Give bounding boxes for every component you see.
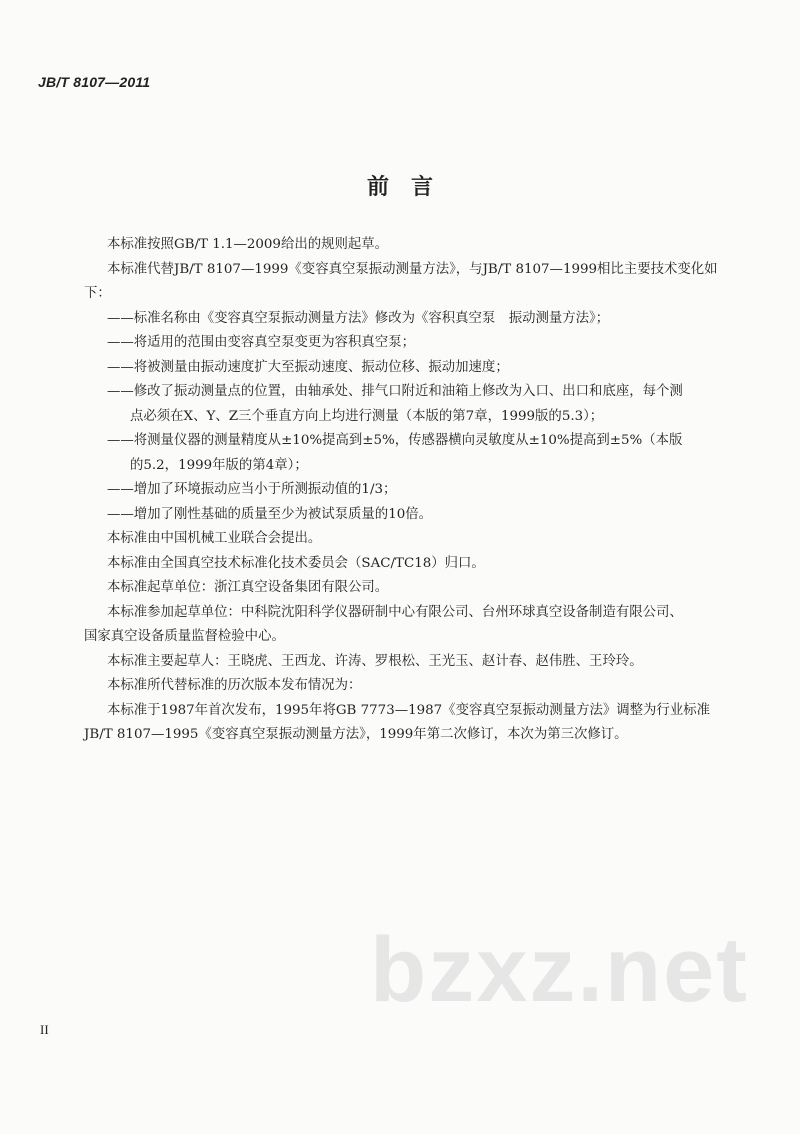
page-number: II bbox=[40, 1022, 49, 1037]
text-line: 的5.2，1999年版的第4章）； bbox=[130, 457, 308, 473]
text-line: 本标准主要起草人：王晓虎、王西龙、许涛、罗根松、王光玉、赵计春、赵伟胜、王玲玲。 bbox=[107, 653, 643, 669]
text-line: ——增加了刚性基础的质量至少为被试泵质量的10倍。 bbox=[107, 506, 433, 522]
foreword-body bbox=[84, 233, 724, 748]
text-line: ——将测量仪器的测量精度从±10%提高到±5%，传感器横向灵敏度从±10%提高到±5%（本版 bbox=[107, 433, 683, 448]
text-line: 本标准所代替标准的历次版本发布情况为： bbox=[107, 678, 362, 693]
text-line: ——将适用的范围由变容真空泵变更为容积真空泵； bbox=[107, 335, 415, 350]
text-line: ——修改了振动测量点的位置，由轴承处、排气口附近和油箱上修改为入口、出口和底座，每个测 bbox=[107, 384, 683, 399]
text-line: JB/T 8107—1995《变容真空泵振动测量方法》，1999年第二次修订，本次为第三次修订。 bbox=[84, 727, 628, 742]
watermark: bzxz.net bbox=[370, 919, 749, 1021]
text-line: 本标准由中国机械工业联合会提出。 bbox=[107, 531, 322, 546]
text-line: 本标准代替JB/T 8107—1999《变容真空泵振动测量方法》，与JB/T 8107—1999相比主要技术变化如 bbox=[107, 261, 718, 277]
text-line: ——将被测量由振动速度扩大至振动速度、振动位移、振动加速度； bbox=[107, 359, 509, 375]
text-line: ——增加了环境振动应当小于所测振动值的1/3； bbox=[107, 482, 397, 497]
text-line: 本标准按照GB/T 1.1—2009给出的规则起草。 bbox=[107, 237, 389, 252]
text-line: 下： bbox=[84, 286, 111, 301]
text-line: 点必须在X、Y、Z三个垂直方向上均进行测量（本版的第7章，1999版的5.3）； bbox=[130, 408, 604, 424]
text-line: 本标准由全国真空技术标准化技术委员会（SAC/TC18）归口。 bbox=[107, 555, 485, 571]
text-line: 本标准起草单位：浙江真空设备集团有限公司。 bbox=[107, 580, 389, 595]
text-line: 国家真空设备质量监督检验中心。 bbox=[84, 629, 285, 644]
page-title: 前言 bbox=[366, 175, 455, 200]
text-line: 本标准参加起草单位：中科院沈阳科学仪器研制中心有限公司、台州环球真空设备制造有限公司、 bbox=[107, 604, 683, 620]
text-line: 本标准于1987年首次发布，1995年将GB 7773—1987《变容真空泵振动测量方法》调整为行业标准 bbox=[107, 702, 710, 718]
text-line: ——标准名称由《变容真空泵振动测量方法》修改为《容积真空泵 振动测量方法》； bbox=[107, 310, 610, 326]
standard-number-header: JB/T 8107—2011 bbox=[38, 74, 151, 90]
